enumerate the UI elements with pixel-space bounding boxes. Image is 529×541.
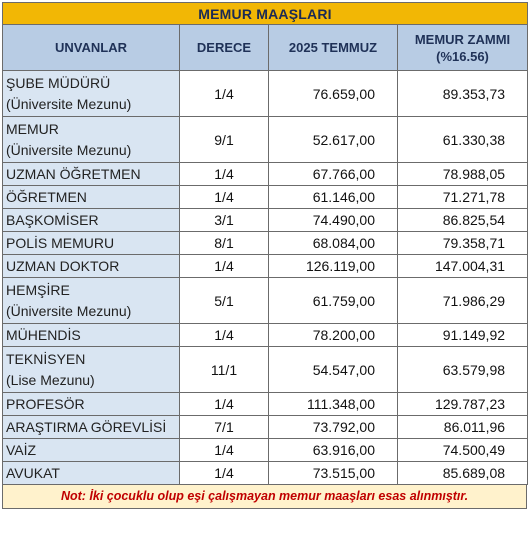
unvan-title: TEKNİSYEN [6,350,86,367]
unvan-title: ARAŞTIRMA GÖREVLİSİ [6,418,167,435]
cell-derece: 1/4 [180,462,269,485]
table-row [3,324,528,347]
unvan-title: ÖĞRETMEN [6,188,87,205]
cell-memur-zammi: 86.011,96 [398,416,528,439]
cell-unvan [3,439,180,462]
table-row [3,347,528,393]
table-row [3,278,528,324]
table-row [3,393,528,416]
cell-derece: 1/4 [180,163,269,186]
header-memur-zammi [398,25,528,71]
table-row [3,232,528,255]
cell-2025-temmuz: 67.766,00 [269,163,398,186]
header-unvanlar: UNVANLAR [3,25,180,71]
cell-2025-temmuz: 76.659,00 [269,71,398,117]
footnote: Not: İki çocuklu olup eşi çalışmayan memur maaşları esas alınmıştır. [2,485,527,509]
unvan-title: HEMŞİRE [6,281,70,298]
cell-memur-zammi: 129.787,23 [398,393,528,416]
cell-2025-temmuz: 61.759,00 [269,278,398,324]
table-row [3,462,528,485]
cell-unvan [3,255,180,278]
unvan-title: POLİS MEMURU [6,234,115,251]
unvan-subtitle: (Lise Mezunu) [6,371,95,388]
cell-memur-zammi: 147.004,31 [398,255,528,278]
cell-derece: 1/4 [180,393,269,416]
table-row [3,71,528,117]
cell-memur-zammi: 78.988,05 [398,163,528,186]
cell-derece: 3/1 [180,209,269,232]
table-row [3,186,528,209]
table-row [3,255,528,278]
cell-2025-temmuz: 63.916,00 [269,439,398,462]
cell-unvan [3,324,180,347]
cell-unvan [3,462,180,485]
cell-2025-temmuz: 126.119,00 [269,255,398,278]
cell-memur-zammi: 91.149,92 [398,324,528,347]
unvan-title: AVUKAT [6,464,60,481]
cell-unvan [3,347,180,393]
unvan-title: VAİZ [6,441,37,458]
cell-derece: 1/4 [180,255,269,278]
table-title: MEMUR MAAŞLARI [3,3,528,25]
salary-table [2,2,528,485]
table-row [3,209,528,232]
cell-unvan [3,278,180,324]
table-row [3,117,528,163]
cell-2025-temmuz: 111.348,00 [269,393,398,416]
cell-unvan [3,117,180,163]
cell-derece: 1/4 [180,71,269,117]
cell-2025-temmuz: 61.146,00 [269,186,398,209]
cell-derece: 11/1 [180,347,269,393]
unvan-title: PROFESÖR [6,395,85,412]
cell-derece: 7/1 [180,416,269,439]
unvan-title: MÜHENDİS [6,326,81,343]
cell-memur-zammi: 71.986,29 [398,278,528,324]
cell-2025-temmuz: 73.792,00 [269,416,398,439]
cell-unvan [3,209,180,232]
cell-derece: 1/4 [180,324,269,347]
cell-memur-zammi: 89.353,73 [398,71,528,117]
cell-memur-zammi: 74.500,49 [398,439,528,462]
cell-unvan [3,416,180,439]
cell-derece: 9/1 [180,117,269,163]
cell-memur-zammi: 71.271,78 [398,186,528,209]
header-2025-temmuz: 2025 TEMMUZ [269,25,398,71]
cell-unvan [3,232,180,255]
cell-memur-zammi: 79.358,71 [398,232,528,255]
unvan-title: UZMAN DOKTOR [6,257,120,274]
cell-memur-zammi: 63.579,98 [398,347,528,393]
cell-2025-temmuz: 74.490,00 [269,209,398,232]
cell-unvan [3,393,180,416]
salary-table-container [2,2,527,509]
table-row [3,439,528,462]
unvan-subtitle: (Üniversite Mezunu) [6,302,132,319]
cell-derece: 1/4 [180,186,269,209]
unvan-subtitle: (Üniversite Mezunu) [6,95,132,112]
cell-unvan [3,71,180,117]
unvan-title: ŞUBE MÜDÜRÜ [6,74,111,91]
cell-derece: 8/1 [180,232,269,255]
cell-memur-zammi: 61.330,38 [398,117,528,163]
cell-2025-temmuz: 52.617,00 [269,117,398,163]
cell-memur-zammi: 86.825,54 [398,209,528,232]
header-memur-zammi-line2: (%16.56) [436,48,489,64]
cell-2025-temmuz: 68.084,00 [269,232,398,255]
unvan-subtitle: (Üniversite Mezunu) [6,141,132,158]
cell-2025-temmuz: 54.547,00 [269,347,398,393]
table-row [3,163,528,186]
cell-2025-temmuz: 73.515,00 [269,462,398,485]
cell-2025-temmuz: 78.200,00 [269,324,398,347]
unvan-title: BAŞKOMİSER [6,211,99,228]
cell-memur-zammi: 85.689,08 [398,462,528,485]
cell-derece: 5/1 [180,278,269,324]
cell-unvan [3,186,180,209]
cell-unvan [3,163,180,186]
header-row [3,25,528,71]
unvan-title: UZMAN ÖĞRETMEN [6,165,141,182]
cell-derece: 1/4 [180,439,269,462]
unvan-title: MEMUR [6,120,59,137]
table-row [3,416,528,439]
header-derece: DERECE [180,25,269,71]
header-memur-zammi-line1: MEMUR ZAMMI [414,31,511,47]
